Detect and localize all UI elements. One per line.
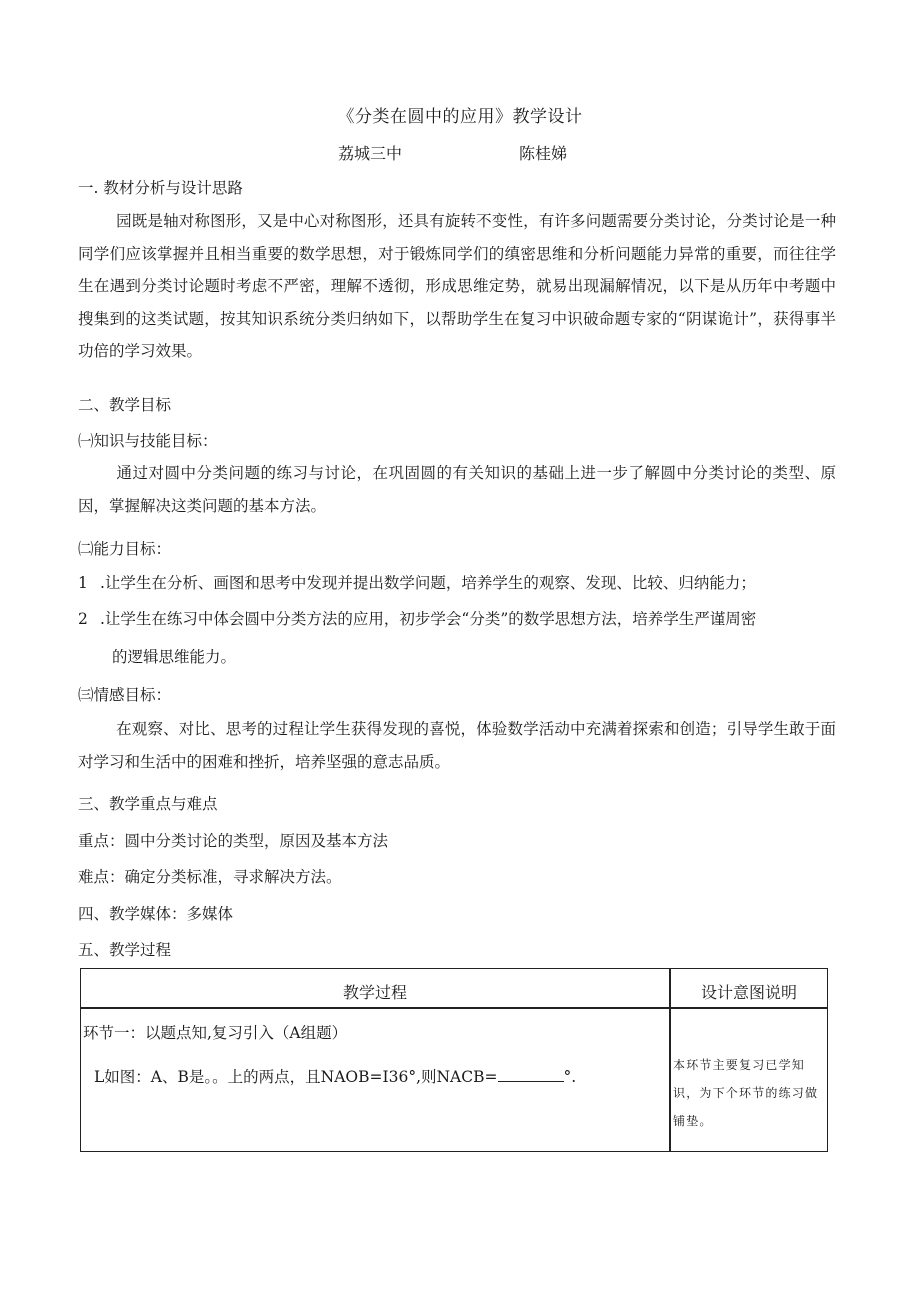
- list-text: .让学生在分析、画图和思考中发现并提出数学问题，培养学生的观察、发现、比较、归纳能力；: [100, 574, 756, 592]
- list-number: 1: [78, 574, 88, 592]
- section-4-heading: 四、教学媒体：多媒体: [78, 905, 234, 923]
- emotion-goal-text: 在观察、对比、思考的过程让学生获得发现的喜悦，体验数学活动中充满着探索和创造；引导学生敢于面对学习和生活中的困难和挫折，培养坚强的意志品质。: [78, 720, 836, 771]
- difficult-point: 难点：确定分类标准，寻求解决方法。: [78, 868, 342, 886]
- ability-goal-item-2: [78, 600, 838, 676]
- teaching-process-table: [80, 968, 828, 1152]
- table-header-intent: 设计意图说明: [700, 983, 797, 1002]
- section-5-heading: 五、教学过程: [78, 941, 172, 959]
- section-1-heading: 一. 教材分析与设计思路: [78, 179, 243, 197]
- emotion-goal-paragraph: [78, 713, 836, 778]
- ability-goal-heading: ㈡能力目标：: [78, 540, 172, 558]
- school-name: 荔城三中: [338, 144, 403, 163]
- design-intent-text: 本环节主要复习已学知识，为下个环节的练习做铺垫。: [673, 1058, 819, 1128]
- list-text-continuation: 的逻辑思维能力。: [112, 648, 237, 666]
- knowledge-goal-text: 通过对圆中分类问题的练习与讨论，在巩固圆的有关知识的基础上进一步了解圆中分类讨论的类型、原因，掌握解决这类问题的基本方法。: [78, 464, 836, 515]
- question-1: [94, 1065, 576, 1087]
- section-1-paragraph-text: 园既是轴对称图形，又是中心对称图形，还具有旋转不变性，有许多问题需要分类讨论，分类讨论是一种同学们应该掌握并且相当重要的数学思想，对于锻炼同学们的缜密思维和分析问题能力异常的重要，而往往学生在遇到分类讨论题时考虑不严密，理解不透彻，形成思维定势，就易出现漏解情况，以下是从历年中考题中搜集到的这类试题，按其知识系统分类归纳如下，以帮助学生在复习中识破命题专家的“阴谋诡计”，获得事半功倍的学习效果。: [78, 212, 836, 360]
- table-header-process: 教学过程: [342, 983, 407, 1002]
- list-number: 2: [78, 610, 88, 628]
- section-1-paragraph: [78, 205, 836, 368]
- ability-goal-item-1: [78, 564, 838, 602]
- knowledge-goal-paragraph: [78, 457, 836, 522]
- list-text: .让学生在练习中体会圆中分类方法的应用，初步学会“分类”的数学思想方法，培养学生严谨周密: [100, 610, 757, 628]
- stage-one-title: 环节一：以题点知,复习引入（A组题）: [83, 1024, 348, 1042]
- key-point: 重点：圆中分类讨论的类型，原因及基本方法: [78, 832, 389, 850]
- section-2-heading: 二、教学目标: [78, 396, 172, 414]
- table-row-divider: [81, 1007, 827, 1009]
- document-title: 《分类在圆中的应用》教学设计: [337, 107, 583, 127]
- question-1-text: L如图：A、B是。。上的两点，且NAOB=I36°,则NACB=: [94, 1068, 498, 1086]
- author-name: 陈桂娣: [519, 144, 568, 163]
- section-3-heading: 三、教学重点与难点: [78, 795, 218, 813]
- question-1-suffix: °.: [563, 1068, 577, 1086]
- answer-blank: [498, 1067, 564, 1082]
- emotion-goal-heading: ㈢情感目标：: [78, 686, 172, 704]
- knowledge-goal-heading: ㈠知识与技能目标：: [78, 432, 218, 450]
